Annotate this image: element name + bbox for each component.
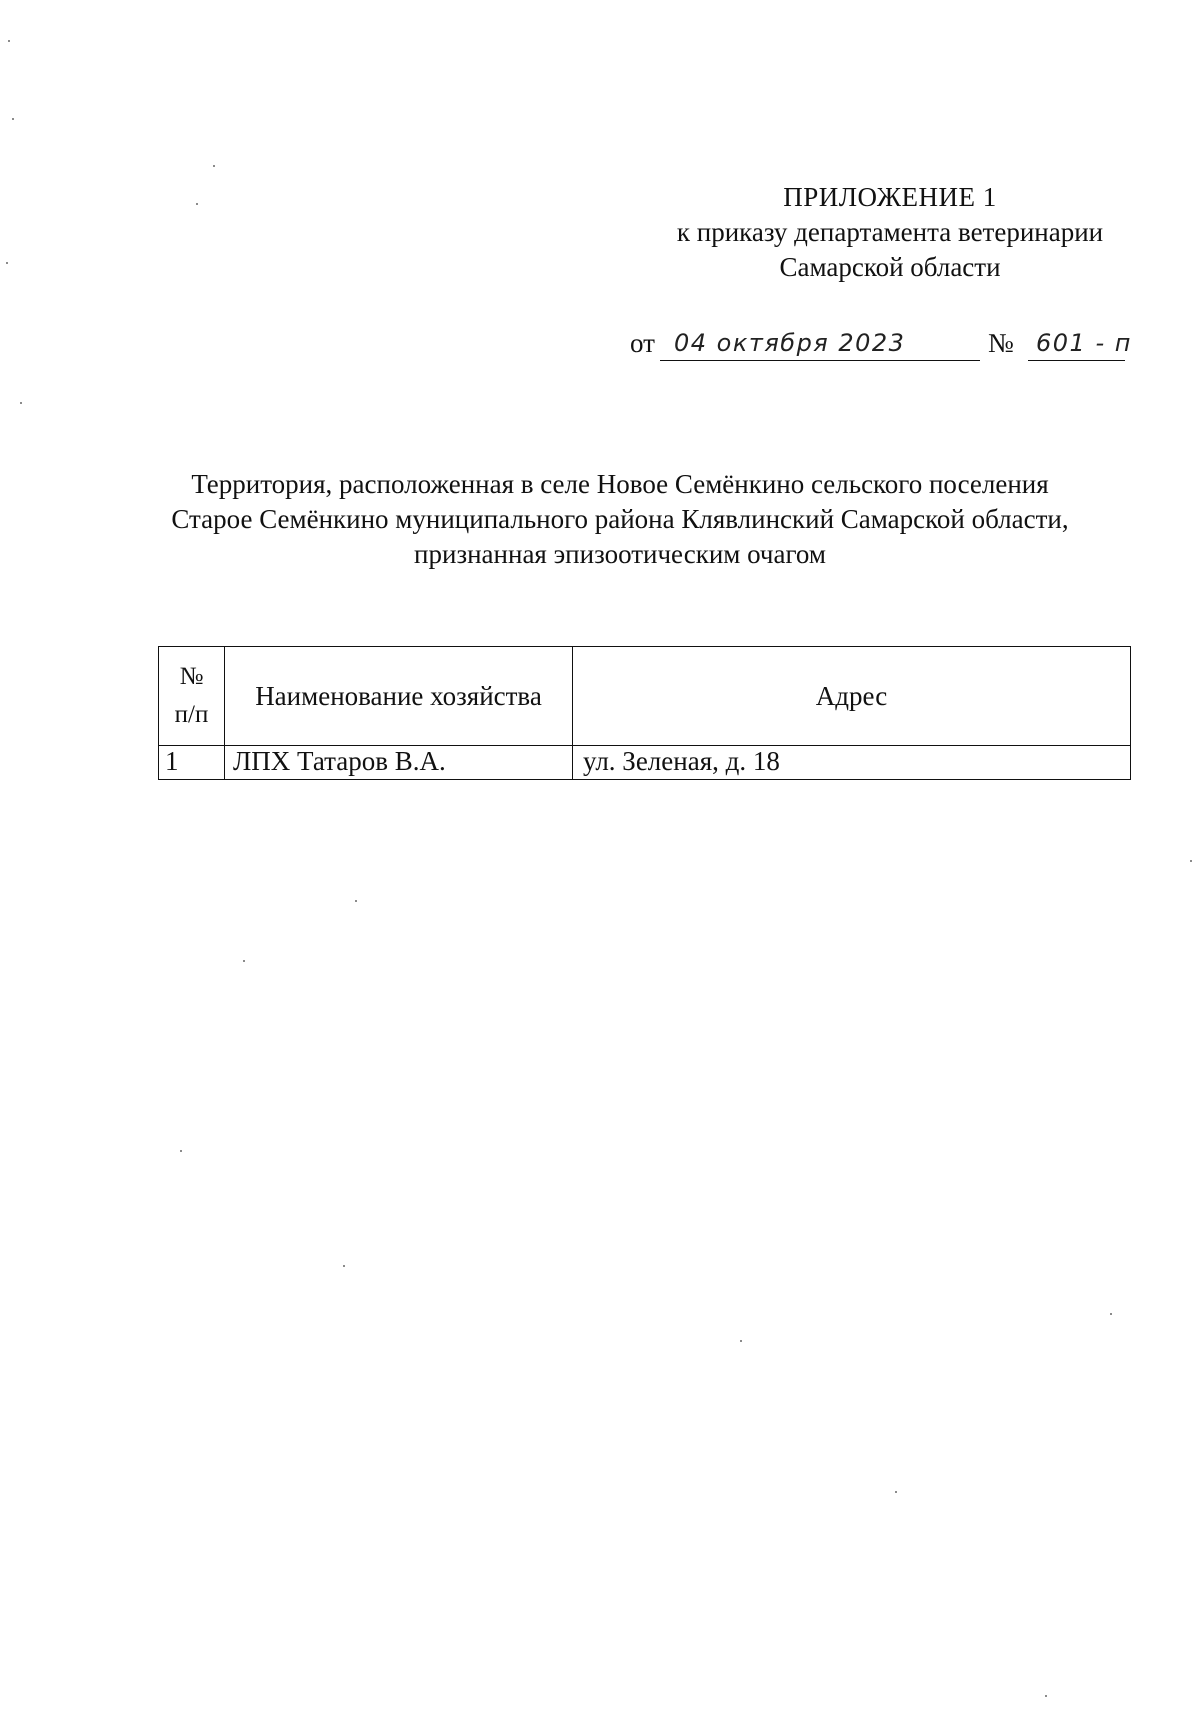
scan-speck (343, 1265, 345, 1267)
heading-line-1: Территория, расположенная в селе Новое Семёнкино сельского поселения (191, 469, 1049, 499)
scan-speck (1045, 1695, 1047, 1697)
scan-speck (213, 165, 215, 167)
header-num-line-2: п/п (174, 701, 209, 728)
scan-speck (6, 262, 8, 264)
scan-speck (1190, 860, 1192, 862)
scan-speck (196, 203, 198, 205)
scan-speck (740, 1340, 742, 1342)
order-from-label: от (630, 328, 655, 358)
scan-speck (243, 960, 245, 962)
row-address: ул. Зеленая, д. 18 (573, 746, 1131, 780)
scan-speck (12, 118, 14, 120)
header-name: Наименование хозяйства (225, 647, 573, 746)
scan-speck (8, 40, 10, 42)
scan-speck (895, 1491, 897, 1493)
heading-line-3: признанная эпизоотическим очагом (414, 539, 826, 569)
appendix-header (620, 180, 1160, 285)
scan-speck (20, 402, 22, 404)
appendix-title: ПРИЛОЖЕНИЕ 1 (783, 182, 997, 212)
row-num: 1 (159, 746, 225, 780)
table-row (159, 746, 1131, 780)
document-heading (120, 467, 1120, 572)
table-header-row (159, 647, 1131, 746)
header-num (159, 647, 225, 746)
order-number-handwritten: 601 - п (1036, 329, 1132, 357)
households-table (158, 646, 1131, 780)
order-date-handwritten: 04 октября 2023 (674, 329, 906, 357)
heading-line-2: Старое Семёнкино муниципального района Клявлинский Самарской области, (171, 504, 1069, 534)
scan-speck (1110, 1313, 1112, 1315)
row-name: ЛПХ Татаров В.А. (225, 746, 573, 780)
scan-speck (180, 1150, 182, 1152)
scan-speck (355, 900, 357, 902)
header-address: Адрес (573, 647, 1131, 746)
appendix-line-2: Самарской области (779, 252, 1001, 282)
order-number-label: № (988, 328, 1014, 358)
appendix-line-1: к приказу департамента ветеринарии (676, 217, 1104, 247)
order-line (630, 323, 1132, 363)
header-num-line-1: № (179, 663, 204, 690)
